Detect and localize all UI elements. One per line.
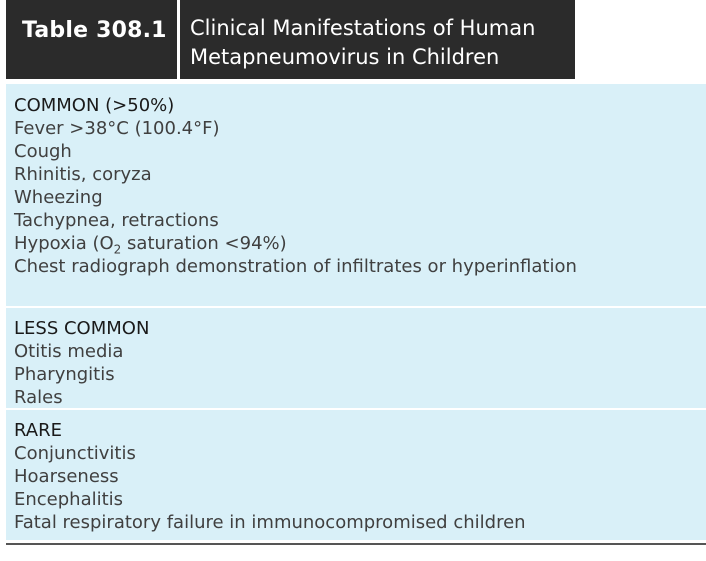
hypoxia-prefix: Hypoxia (O — [14, 233, 114, 254]
table-number: Table 308.1 — [22, 18, 167, 43]
list-item: Conjunctivitis — [14, 443, 136, 464]
section-rare — [6, 410, 706, 538]
bottom-rule — [6, 543, 706, 545]
list-item: Tachypnea, retractions — [14, 210, 219, 231]
hypoxia-subscript: 2 — [113, 242, 122, 257]
list-item: Otitis media — [14, 341, 124, 362]
section-less-common — [6, 308, 706, 408]
list-item: Rhinitis, coryza — [14, 164, 152, 185]
list-item: Fatal respiratory failure in immunocompromised children — [14, 512, 526, 533]
section-heading-less-common: LESS COMMON — [14, 318, 150, 339]
list-item: Cough — [14, 141, 72, 162]
section-heading-common: COMMON (>50%) — [14, 95, 175, 116]
list-item: Encephalitis — [14, 489, 124, 510]
table-title-line-1: Clinical Manifestations of Human — [190, 16, 536, 40]
table-title-line-2: Metapneumovirus in Children — [190, 45, 500, 69]
list-item: Hoarseness — [14, 466, 119, 487]
table-title — [190, 14, 535, 72]
list-item-hypoxia — [14, 232, 287, 255]
section-common — [6, 84, 706, 306]
hypoxia-suffix: saturation <94%) — [121, 233, 287, 254]
table-body — [6, 84, 706, 540]
table-number-tab — [6, 0, 177, 79]
list-item: Pharyngitis — [14, 364, 115, 385]
list-item: Fever >38°C (100.4°F) — [14, 118, 220, 139]
list-item: Rales — [14, 387, 63, 408]
list-item: Wheezing — [14, 187, 103, 208]
table-title-box — [180, 0, 575, 79]
section-heading-rare: RARE — [14, 420, 62, 441]
list-item: Chest radiograph demonstration of infiltrates or hyperinflation — [14, 256, 577, 277]
table-header — [0, 0, 706, 84]
